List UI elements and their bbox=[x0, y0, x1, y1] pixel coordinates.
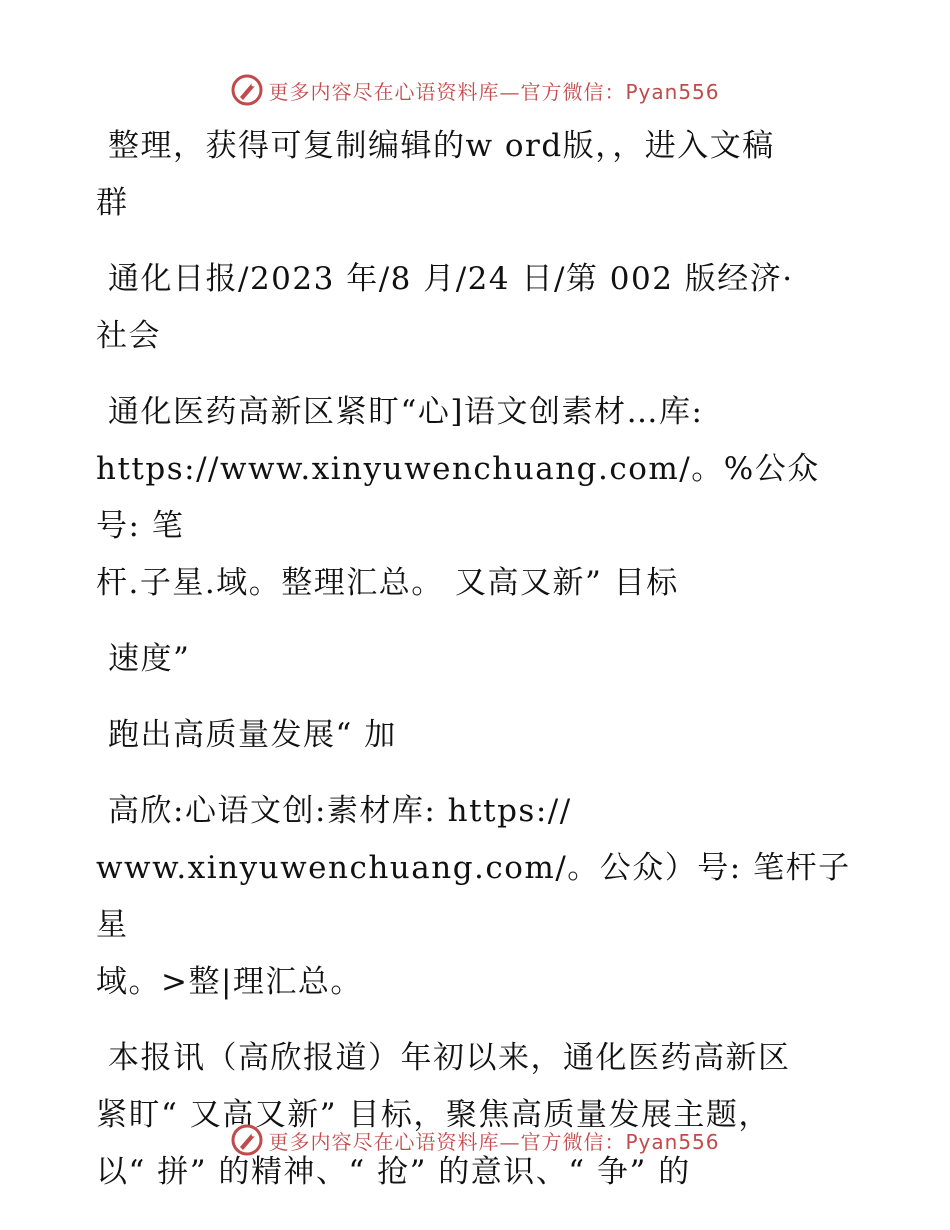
line: 杆.子星.域。整理汇总。 又高又新” 目标 bbox=[96, 565, 679, 601]
paragraph-2 bbox=[96, 251, 856, 365]
line: 本报讯（高欣报道）年初以来，通化医药高新区 bbox=[108, 1040, 791, 1076]
pen-nib-logo-icon bbox=[230, 1123, 264, 1157]
banner-wechat-id: Pyan556 bbox=[625, 79, 720, 104]
banner-text: 更多内容尽在心语资料库—官方微信：Pyan556 bbox=[268, 1129, 720, 1154]
line: 跑出高质量发展“ 加 bbox=[108, 717, 397, 753]
banner-text: 更多内容尽在心语资料库—官方微信：Pyan556 bbox=[268, 79, 720, 104]
paragraph-7 bbox=[96, 1030, 856, 1201]
line: 通化医药高新区紧盯“心]语文创素材…库: bbox=[108, 394, 704, 430]
line: 群 bbox=[96, 185, 129, 221]
watermark-banner-top bbox=[0, 70, 950, 110]
line: 社会 bbox=[96, 318, 161, 354]
watermark-banner-bottom bbox=[0, 1120, 950, 1160]
line: 域。>整|理汇总。 bbox=[96, 964, 363, 1000]
document-body bbox=[96, 118, 856, 1220]
line: 通化日报/2023 年/8 月/24 日/第 002 版经济· bbox=[108, 261, 794, 297]
line: 高欣:心语文创:素材库: https:// bbox=[108, 793, 572, 829]
paragraph-5 bbox=[96, 707, 856, 764]
paragraph-3 bbox=[96, 384, 856, 612]
pen-nib-logo-icon bbox=[230, 73, 264, 107]
line: 以“ 拼” 的精神、“ 抢” 的意识、“ 争” 的 bbox=[96, 1154, 691, 1190]
paragraph-4 bbox=[96, 631, 856, 688]
line: www.xinyuwenchuang.com/。公众）号: 笔杆子星 bbox=[96, 850, 851, 943]
line: 紧盯“ 又高又新” 目标，聚焦高质量发展主题， bbox=[96, 1097, 771, 1133]
line: https://www.xinyuwenchuang.com/。%公众号: 笔 bbox=[96, 451, 820, 544]
paragraph-6 bbox=[96, 783, 856, 1011]
line: 整理，获得可复制编辑的w ord版，，进入文稿 bbox=[108, 128, 775, 164]
paragraph-1 bbox=[96, 118, 856, 232]
line: 速度” bbox=[108, 641, 191, 677]
banner-wechat-id: Pyan556 bbox=[625, 1129, 720, 1154]
